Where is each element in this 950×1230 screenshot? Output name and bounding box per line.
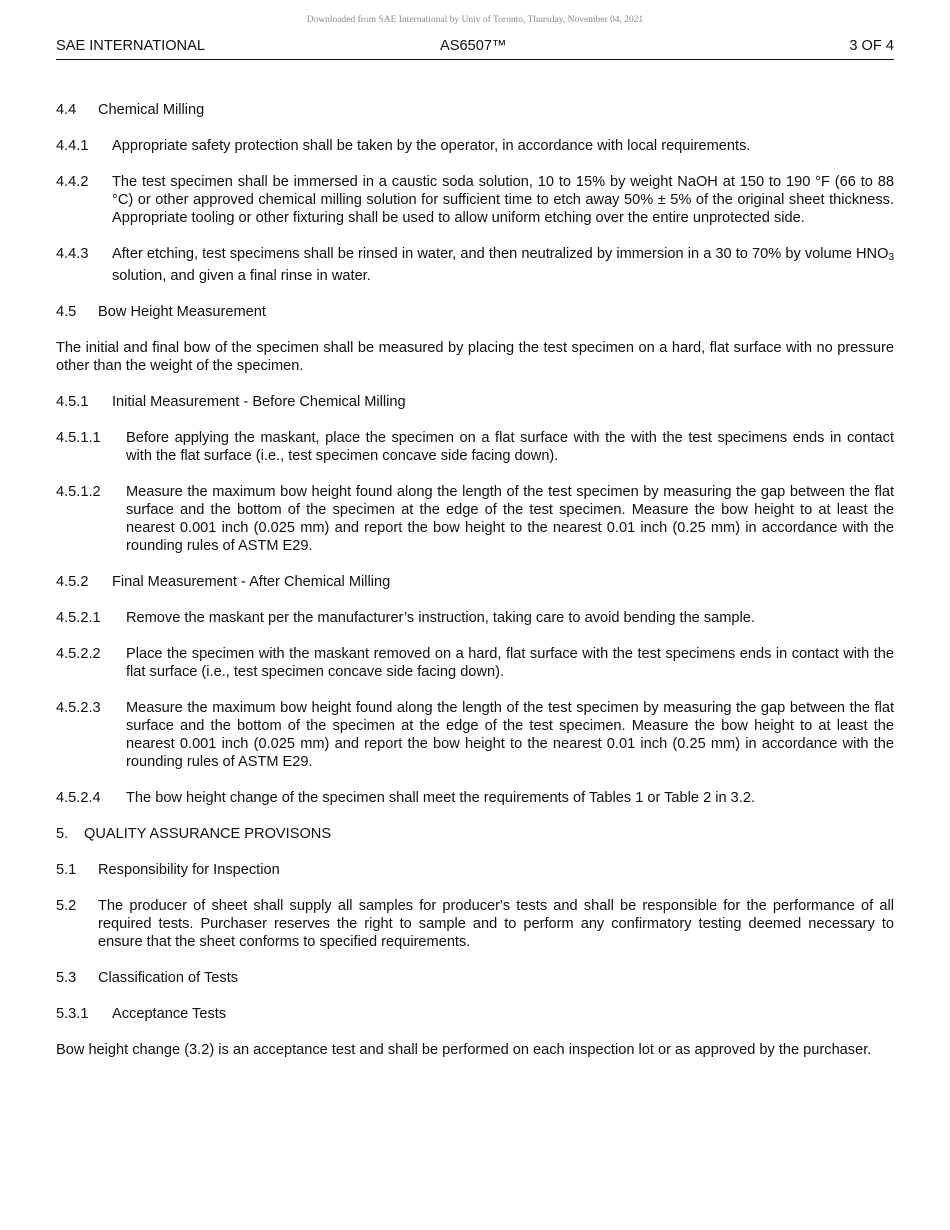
section-number: 5.2 bbox=[56, 898, 77, 914]
section-number: 4.4.1 bbox=[56, 138, 89, 154]
section-number: 4.5.2.4 bbox=[56, 790, 101, 806]
download-watermark: Downloaded from SAE International by Univ of Toronto, Thursday, November 04, 2021 bbox=[306, 15, 644, 25]
section-text: Measure the maximum bow height found along the length of the test specimen by measuring the gap between the flat surface and the bottom of the specimen at the edge of the test specimen. Measure the bow height to at least the nearest 0.001 inch (0.025 mm) and report the bow height to the nearest 0.01 inch (0.25 mm) in accordance with the rounding rules of ASTM E29. bbox=[126, 484, 894, 554]
section-text: The producer of sheet shall supply all samples for producer's tests and shall be responsible for the performance of all required tests. Purchaser reserves the right to sample and to perform any confirmatory testing deemed necessary to ensure that the sheet conforms to specified requirements. bbox=[98, 898, 894, 950]
section-text: The bow height change of the specimen shall meet the requirements of Tables 1 or Table 2 in 3.2. bbox=[126, 790, 755, 806]
section-title: Bow Height Measurement bbox=[98, 304, 266, 320]
section-5-2 bbox=[56, 897, 894, 951]
section-4-5-2-2 bbox=[56, 645, 894, 681]
section-4-4-2 bbox=[56, 173, 894, 227]
section-4-5-2-1 bbox=[56, 609, 894, 627]
section-text: Place the specimen with the maskant removed on a hard, flat surface with the test specimens ends in contact with the flat surface (i.e., test specimen concave side facing down). bbox=[126, 646, 894, 680]
document-body bbox=[56, 101, 894, 1077]
hno3-subscript: 3 bbox=[888, 252, 894, 263]
section-4-4-3 bbox=[56, 245, 894, 285]
section-number: 4.5.2.1 bbox=[56, 610, 101, 626]
section-4-5-1-1 bbox=[56, 429, 894, 465]
header-page-number: 3 OF 4 bbox=[849, 38, 894, 54]
section-title: Classification of Tests bbox=[98, 970, 239, 986]
section-number: 5. bbox=[56, 826, 69, 842]
section-title: Chemical Milling bbox=[98, 102, 205, 118]
section-number: 4.5.1.1 bbox=[56, 430, 101, 446]
section-text: Before applying the maskant, place the specimen on a flat surface with the with the test specimens ends in contact with the flat surface (i.e., test specimen concave side facing down). bbox=[126, 430, 894, 464]
header-document-id: AS6507™ bbox=[440, 38, 507, 54]
section-title: Acceptance Tests bbox=[112, 1006, 227, 1022]
section-text: Measure the maximum bow height found along the length of the test specimen by measuring the gap between the flat surface and the bottom of the specimen at the edge of the test specimen. Measure the bow height to at least the nearest 0.001 inch (0.025 mm) and report the bow height to the nearest 0.01 inch (0.25 mm) in accordance with the rounding rules of ASTM E29. bbox=[126, 700, 894, 770]
section-4-5-heading bbox=[56, 303, 894, 321]
section-title: Initial Measurement - Before Chemical Milling bbox=[112, 394, 406, 410]
section-5-1-heading bbox=[56, 861, 894, 879]
section-4-5-2-heading bbox=[56, 573, 894, 591]
header-organization: SAE INTERNATIONAL bbox=[56, 38, 205, 54]
section-number: 4.4.2 bbox=[56, 174, 89, 190]
section-5-3-heading bbox=[56, 969, 894, 987]
section-number: 4.5 bbox=[56, 304, 77, 320]
section-number: 5.1 bbox=[56, 862, 77, 878]
section-text: Remove the maskant per the manufacturer’s instruction, taking care to avoid bending the sample. bbox=[126, 610, 755, 626]
section-text: The test specimen shall be immersed in a caustic soda solution, 10 to 15% by weight NaOH at 150 to 190 °F (66 to 88 °C) or other approved chemical milling solution for sufficient time to etch away 50% ± 5% of the original sheet thickness. Appropriate tooling or other fixturing shall be used to allow uniform etching over the entire unprotected side. bbox=[112, 174, 894, 226]
section-4-4-1 bbox=[56, 137, 894, 155]
section-title: Responsibility for Inspection bbox=[98, 862, 280, 878]
acceptance-test-paragraph: Bow height change (3.2) is an acceptance test and shall be performed on each inspection lot or as approved by the purchaser. bbox=[56, 1042, 872, 1058]
section-title: QUALITY ASSURANCE PROVISONS bbox=[84, 826, 332, 842]
section-4-4-heading bbox=[56, 101, 894, 119]
section-number: 4.5.1.2 bbox=[56, 484, 101, 500]
bow-height-intro-paragraph: The initial and final bow of the specimen shall be measured by placing the test specimen on a hard, flat surface with no pressure other than the weight of the specimen. bbox=[56, 340, 894, 374]
section-4-5-2-4 bbox=[56, 789, 894, 807]
section-number: 4.5.2.2 bbox=[56, 646, 101, 662]
section-text-part-b: solution, and given a final rinse in water. bbox=[112, 268, 371, 284]
section-4-5-1-2 bbox=[56, 483, 894, 555]
section-4-5-2-3 bbox=[56, 699, 894, 771]
section-number: 4.4.3 bbox=[56, 246, 89, 262]
section-number: 4.4 bbox=[56, 102, 77, 118]
section-number: 5.3.1 bbox=[56, 1006, 89, 1022]
section-text: Appropriate safety protection shall be taken by the operator, in accordance with local requirements. bbox=[112, 138, 751, 154]
section-text bbox=[112, 245, 894, 285]
section-5-heading bbox=[56, 825, 894, 843]
page-header bbox=[56, 38, 894, 60]
section-5-3-1-heading bbox=[56, 1005, 894, 1023]
section-title: Final Measurement - After Chemical Milling bbox=[112, 574, 391, 590]
section-number: 4.5.1 bbox=[56, 394, 89, 410]
section-text-part-a: After etching, test specimens shall be rinsed in water, and then neutralized by immersion in a 30 to 70% by volume HNO bbox=[112, 246, 889, 262]
section-number: 5.3 bbox=[56, 970, 77, 986]
section-4-5-1-heading bbox=[56, 393, 894, 411]
section-number: 4.5.2.3 bbox=[56, 700, 101, 716]
section-number: 4.5.2 bbox=[56, 574, 89, 590]
